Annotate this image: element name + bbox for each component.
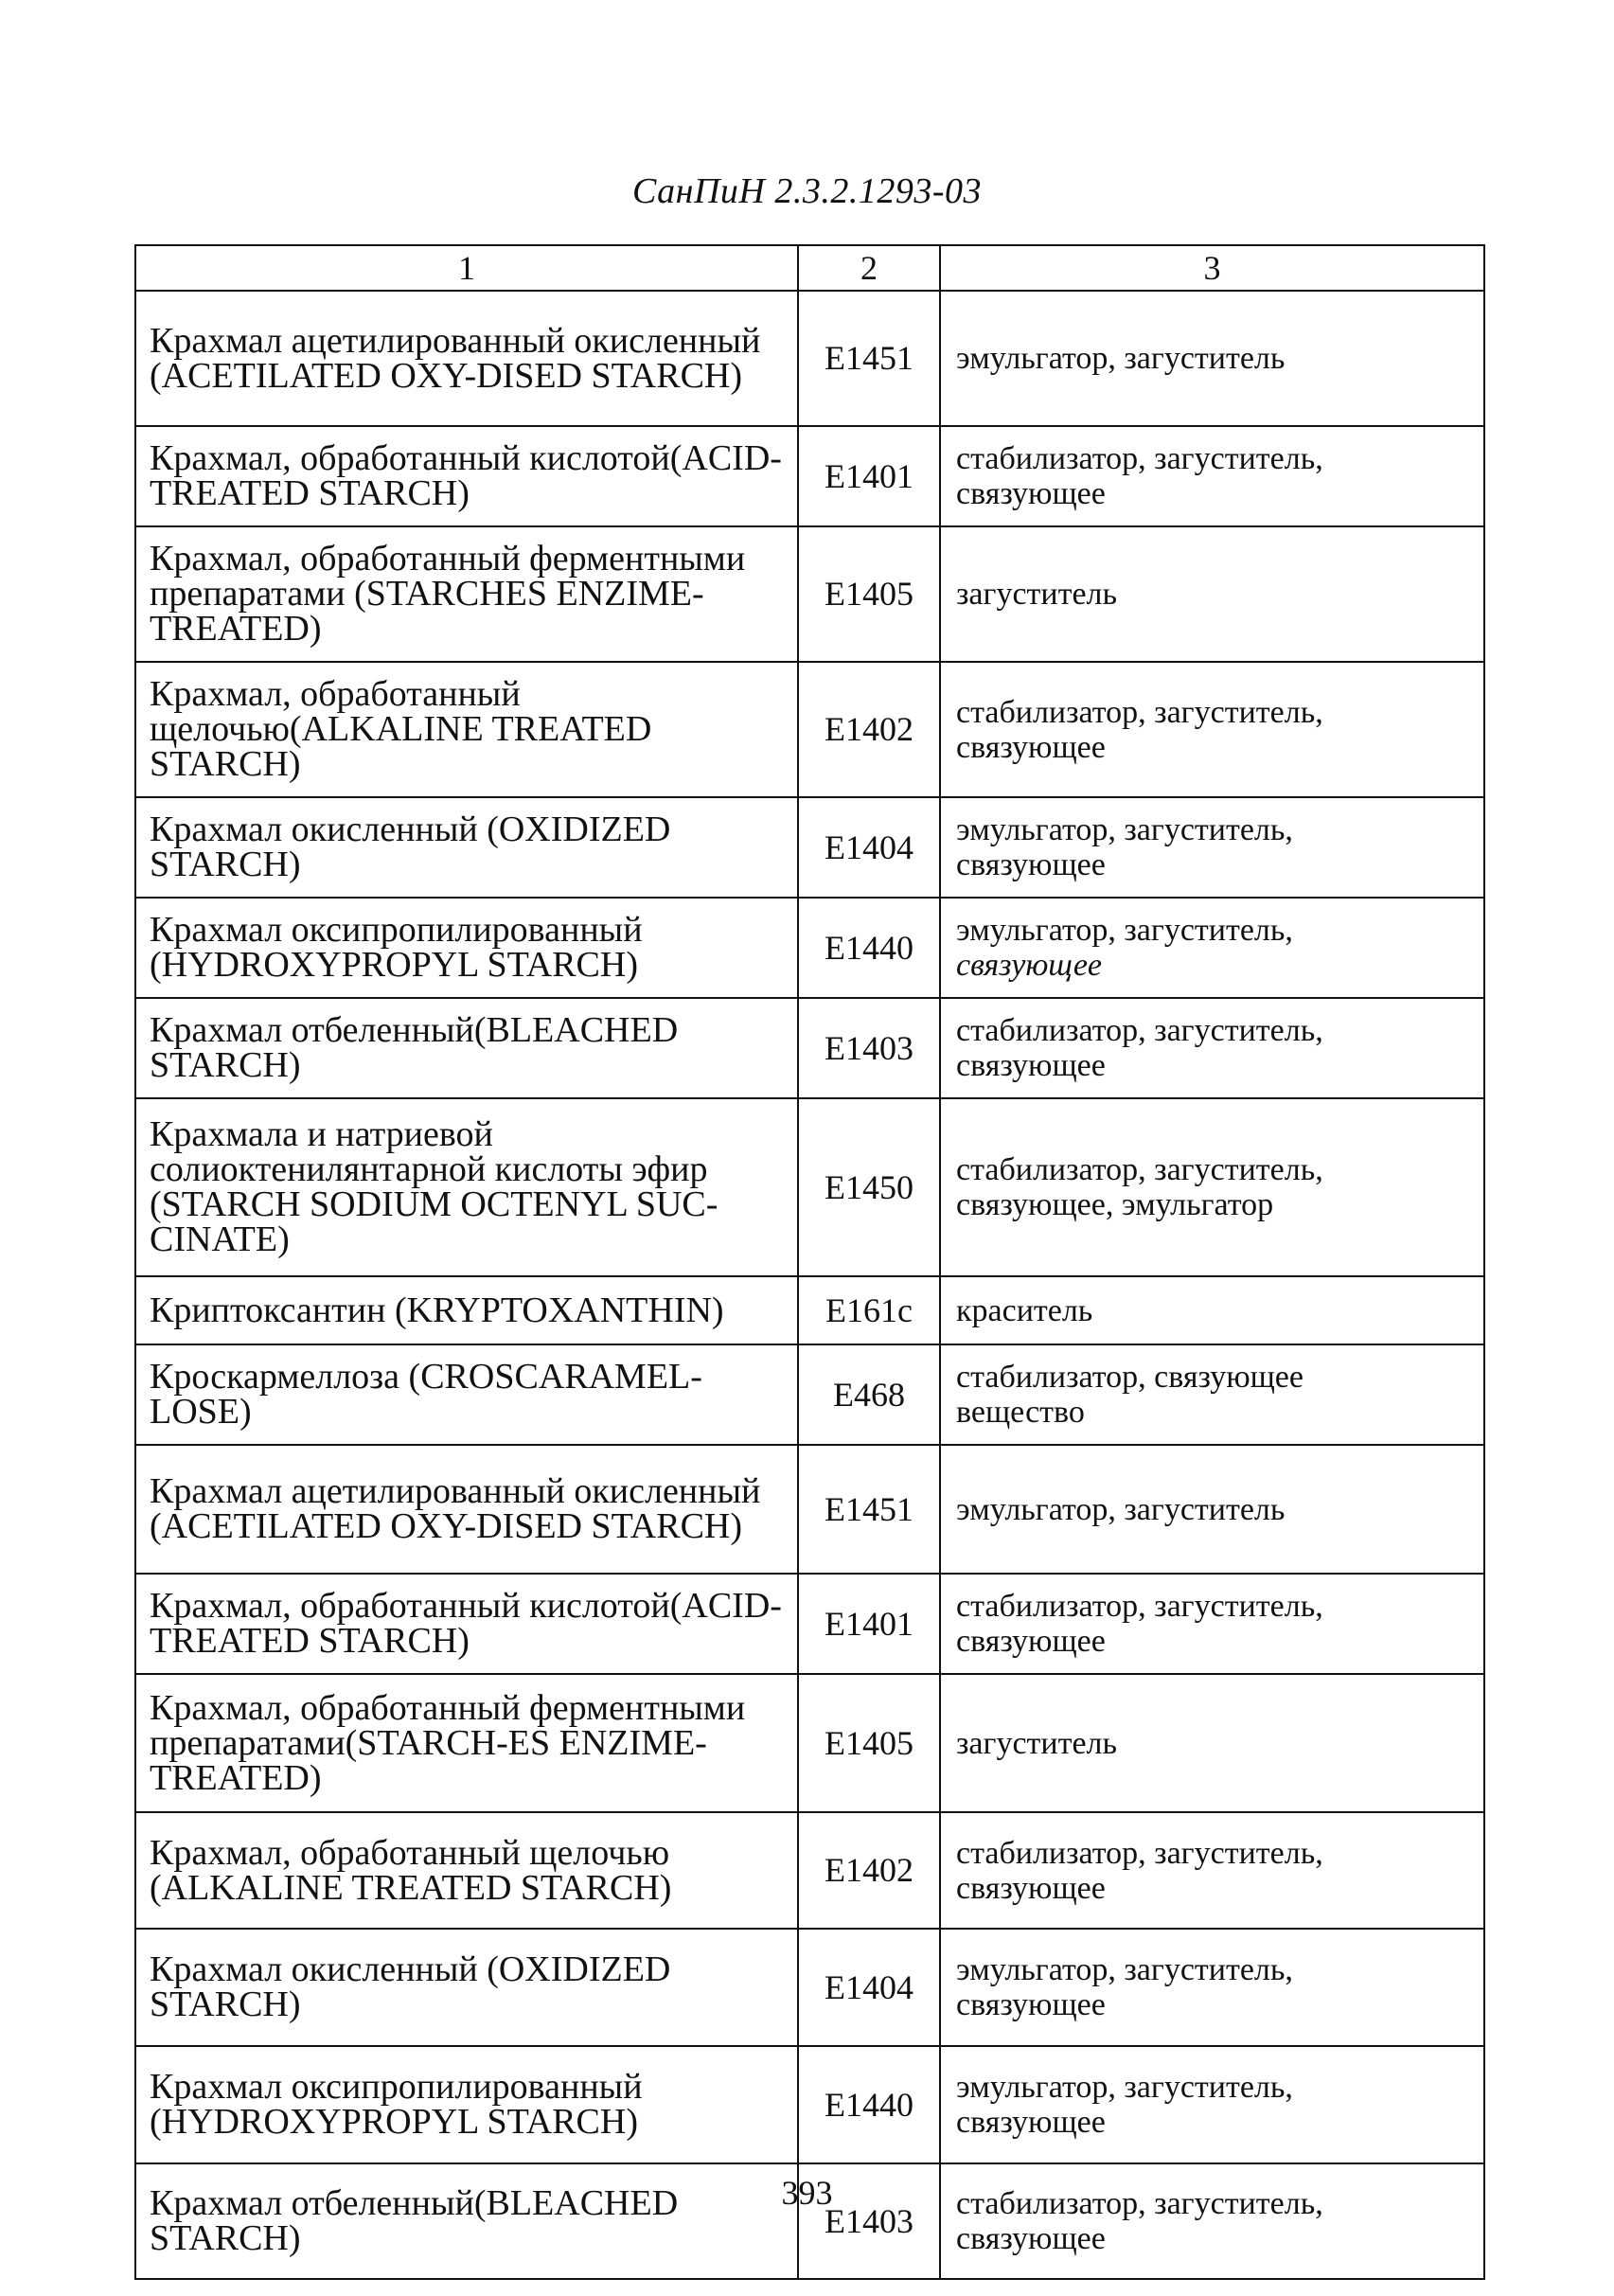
function-line: эмульгатор, загуститель,: [956, 913, 1293, 948]
function-line: загуститель: [956, 1725, 1118, 1761]
function-line: эмульгатор, загуститель,: [956, 2070, 1293, 2105]
function-line: связующее: [956, 1987, 1106, 2022]
additive-name: Крахмал окисленный (OXIDIZED STARCH): [135, 797, 798, 898]
additive-code: E1403: [798, 998, 940, 1098]
additive-code: E1405: [798, 1674, 940, 1812]
table-row: [135, 526, 1484, 662]
table-row: [135, 1929, 1484, 2046]
table-row: [135, 898, 1484, 998]
function-line: эмульгатор, загуститель,: [956, 812, 1293, 847]
additives-table: [134, 244, 1485, 2280]
function-line: связующее: [956, 1048, 1106, 1083]
additive-code: E1440: [798, 2046, 940, 2163]
function-line: стабилизатор, загуститель,: [956, 694, 1323, 730]
additive-function: [940, 1674, 1484, 1812]
additive-function: [940, 1445, 1484, 1574]
table-row: [135, 291, 1484, 426]
function-line: стабилизатор, загуститель,: [956, 1589, 1323, 1624]
additive-function: [940, 797, 1484, 898]
additive-code: E1404: [798, 1929, 940, 2046]
function-line: связующее, эмульгатор: [956, 1187, 1274, 1222]
additive-code: E1402: [798, 1812, 940, 1929]
table-row: [135, 1445, 1484, 1574]
table-row: [135, 2046, 1484, 2163]
table-header-row: [135, 245, 1484, 291]
additive-function: [940, 1098, 1484, 1276]
additive-name: Крахмал, обработанный ферментными препаратами(STARCH-ES ENZIME-TREATED): [135, 1674, 798, 1812]
column-header-3: 3: [940, 245, 1484, 291]
additive-function: [940, 426, 1484, 526]
additive-name: Крахмал, обработанный щелочью (ALKALINE TREATED STARCH): [135, 1812, 798, 1929]
function-line: связующее: [956, 948, 1102, 983]
function-line: связующее: [956, 1624, 1106, 1659]
page-number: 393: [781, 2174, 833, 2212]
additive-function: [940, 526, 1484, 662]
additive-code: E1403: [798, 2163, 940, 2279]
additive-name: Крахмал, обработанный кислотой(ACID-TREATED STARCH): [135, 1574, 798, 1674]
additive-function: [940, 898, 1484, 998]
additive-code: E1401: [798, 426, 940, 526]
table-row: [135, 1674, 1484, 1812]
function-line: связующее: [956, 476, 1106, 511]
table-row: [135, 662, 1484, 797]
function-line: связующее: [956, 1870, 1106, 1906]
table-row: [135, 1812, 1484, 1929]
additive-function: [940, 1276, 1484, 1344]
additive-code: E468: [798, 1344, 940, 1445]
additive-name: Крахмал отбеленный(BLEACHED STARCH): [135, 998, 798, 1098]
function-line: стабилизатор, загуститель,: [956, 2186, 1323, 2221]
additive-function: [940, 998, 1484, 1098]
function-line: стабилизатор, загуститель,: [956, 1013, 1323, 1048]
table-row: [135, 426, 1484, 526]
column-header-2: 2: [798, 245, 940, 291]
function-line: стабилизатор, загуститель,: [956, 1835, 1323, 1871]
additive-function: [940, 1344, 1484, 1445]
additive-function: [940, 2046, 1484, 2163]
function-line: вещество: [956, 1395, 1085, 1430]
function-line: эмульгатор, загуститель: [956, 341, 1286, 376]
additive-name: Крахмала и натриевой солиоктенилянтарной кислоты эфир (STARCH SODIUM OCTENYL SUC-CINATE): [135, 1098, 798, 1276]
function-line: эмульгатор, загуститель,: [956, 1952, 1293, 1987]
additive-name: Крахмал окисленный (OXIDIZED STARCH): [135, 1929, 798, 2046]
additive-name: Крахмал, обработанный ферментными препаратами (STARCHES ENZIME-TREATED): [135, 526, 798, 662]
additive-name: Крахмал, обработанный щелочью(ALKALINE TREATED STARCH): [135, 662, 798, 797]
function-line: загуститель: [956, 577, 1118, 612]
additive-name: Крахмал отбеленный(BLEACHED STARCH): [135, 2163, 798, 2279]
function-line: связующее: [956, 2221, 1106, 2256]
table-row: [135, 1098, 1484, 1276]
additive-name: Кроскармеллоза (CROSCARAMEL-LOSE): [135, 1344, 798, 1445]
function-line: эмульгатор, загуститель: [956, 1491, 1286, 1527]
additive-code: E161c: [798, 1276, 940, 1344]
table-row: [135, 1276, 1484, 1344]
additive-code: E1440: [798, 898, 940, 998]
additive-code: E1451: [798, 1445, 940, 1574]
additive-name: Криптоксантин (KRYPTOXANTHIN): [135, 1276, 798, 1344]
table-row: [135, 1344, 1484, 1445]
function-line: связующее: [956, 847, 1106, 882]
table-row: [135, 998, 1484, 1098]
additive-name: Крахмал оксипропилированный (HYDROXYPROPYL STARCH): [135, 2046, 798, 2163]
additive-code: E1451: [798, 291, 940, 426]
function-line: стабилизатор, загуститель,: [956, 441, 1323, 476]
additive-code: E1401: [798, 1574, 940, 1674]
additive-code: E1402: [798, 662, 940, 797]
column-header-1: 1: [135, 245, 798, 291]
additive-name: Крахмал, обработанный кислотой(ACID-TREATED STARCH): [135, 426, 798, 526]
function-line: связующее: [956, 729, 1106, 765]
additive-function: [940, 1574, 1484, 1674]
additive-name: Крахмал ацетилированный окисленный (ACETILATED OXY-DISED STARCH): [135, 291, 798, 426]
table-row: [135, 797, 1484, 898]
additives-table-container: [134, 244, 1483, 2280]
table-row: [135, 1574, 1484, 1674]
additive-code: E1404: [798, 797, 940, 898]
additive-function: [940, 1812, 1484, 1929]
additive-function: [940, 662, 1484, 797]
additive-name: Крахмал оксипропилированный (HYDROXYPROPYL STARCH): [135, 898, 798, 998]
additive-code: E1405: [798, 526, 940, 662]
page-header: СанПиН 2.3.2.1293-03: [632, 171, 982, 211]
function-line: связующее: [956, 2105, 1106, 2140]
function-line: стабилизатор, связующее: [956, 1360, 1304, 1395]
function-line: стабилизатор, загуститель,: [956, 1152, 1323, 1187]
additive-function: [940, 1929, 1484, 2046]
additive-name: Крахмал ацетилированный окисленный (ACETILATED OXY-DISED STARCH): [135, 1445, 798, 1574]
additive-code: E1450: [798, 1098, 940, 1276]
function-line: краситель: [956, 1292, 1093, 1328]
additive-function: [940, 291, 1484, 426]
